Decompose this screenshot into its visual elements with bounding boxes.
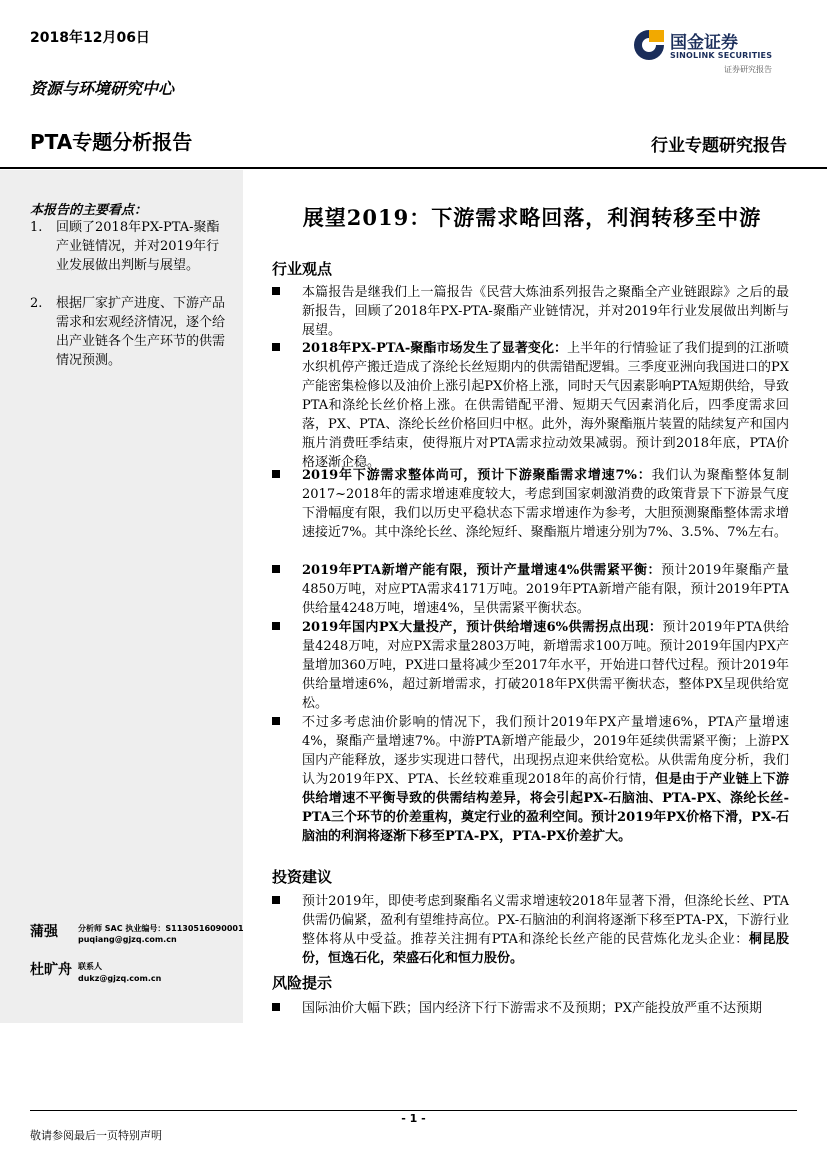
logo-subtitle: 证券研究报告	[724, 65, 772, 74]
bullet-text: 预计2019年，即使考虑到聚酯名义需求增速较2018年显著下滑，但涤纶长丝、PTA供需仍偏紧，盈利有望维持高位。PX-石脑油的利润将逐渐下移至PTA-PX，下游行业整体将从中受益。推荐关注拥有PTA和涤纶长丝产能的民营炼化龙头企业：	[302, 894, 789, 947]
bullet-text: 预计2019年聚酯产量4850万吨，对应PTA需求4171万吨。2019年PTA新增产能有限，预计2019年PTA供给量4248万吨，增速4%，呈供需紧平衡状态。	[302, 563, 789, 616]
logo-name: 国金证券	[670, 33, 738, 53]
bullet-text: 国际油价大幅下跌；国内经济下行下游需求不及预期；PX产能投放严重不达预期	[302, 1001, 763, 1016]
header-rule	[0, 167, 827, 169]
sidebar-point	[30, 218, 230, 275]
sinolink-logo-icon	[632, 28, 666, 62]
bullet-square-icon	[272, 622, 280, 630]
sidebar-point-text: 根据厂家扩产进度、下游产品需求和宏观经济情况，逐个给出产业链各个生产环节的供需情况预测。	[56, 296, 226, 368]
sidebar-point	[30, 294, 230, 370]
bullet-text: 不过多考虑油价影响的情况下，我们预计2019年PX产量增速6%，PTA产量增速4%，聚酯产量增速7%。中游PTA新增产能最少，2019年延续供需紧平衡；上游PX国内产能释放，逐步实现进口替代，出现拐点迎来供给宽松。从供需角度分析，我们认为2019年PX、PTA、长丝较难重现2018年的高价行情，	[302, 715, 789, 787]
bullet-square-icon	[272, 343, 280, 351]
logo-english: SINOLINK SECURITIES	[670, 51, 773, 60]
bullet-text: 预计2019年PTA供给量4248万吨，对应PX需求量2803万吨，新增需求100万吨。预计2019年国内PX产量增加360万吨，PX进口量将减少至2017年水平，开始进口替代过程。预计2019年供给量增速6%，超过新增需求，打破2018年PX供需平衡状态，整体PX呈现供给宽松。	[302, 620, 789, 711]
section-heading-investment: 投资建议	[272, 868, 333, 886]
analyst-info: 分析师 SAC 执业编号：S1130516090001	[78, 924, 244, 933]
analyst-name: 蒲强	[30, 924, 58, 940]
research-center: 资源与环境研究中心	[30, 79, 175, 98]
contact-email[interactable]: dukz@gjzq.com.cn	[78, 974, 162, 983]
analyst-email[interactable]: puqiang@gjzq.com.cn	[78, 935, 177, 944]
bullet-paragraph	[272, 466, 789, 542]
report-type: 行业专题研究报告	[651, 136, 787, 156]
bullet-bold-tail: 但是由于产业链上下游供给增速不平衡导致的供需结构差异，将会引起PX-石脑油、PTA-PX、涤纶长丝-PTA三个环节的价差重构，奠定行业的盈利空间。预计2019年PX价格下滑，PX-石脑油的利润将逐渐下移至PTA-PX，PTA-PX价差扩大。	[302, 772, 789, 844]
bullet-square-icon	[272, 470, 280, 478]
bullet-text: 我们认为聚酯整体复制2017~2018年的需求增速难度较大，考虑到国家刺激消费的政策背景下下游景气度下滑幅度有限，我们以历史平稳状态下需求增速作为参考，大胆预测聚酯整体需求增速接近7%。其中涤纶长丝、涤纶短纤、聚酯瓶片增速分别为7%、3.5%、7%左右。	[302, 468, 789, 540]
footer-disclaimer: 敬请参阅最后一页特别声明	[30, 1129, 162, 1142]
sidebar-point-number: 1.	[30, 220, 43, 235]
bullet-paragraph	[272, 713, 789, 846]
bullet-square-icon	[272, 896, 280, 904]
bullet-paragraph	[272, 892, 789, 968]
bullet-lead: 2019年PTA新增产能有限，预计产量增速4%供需紧平衡：	[302, 563, 662, 578]
sidebar-heading: 本报告的主要看点：	[30, 203, 148, 218]
bullet-paragraph	[272, 561, 789, 618]
report-title: PTA专题分析报告	[30, 130, 193, 154]
contact-name: 杜旷舟	[30, 962, 72, 978]
bullet-square-icon	[272, 287, 280, 295]
main-title: 展望2019：下游需求略回落，利润转移至中游	[302, 205, 762, 230]
bullet-square-icon	[272, 565, 280, 573]
bullet-lead: 2018年PX-PTA-聚酯市场发生了显著变化：	[302, 341, 568, 356]
bullet-paragraph	[272, 339, 789, 472]
bullet-paragraph	[272, 283, 789, 340]
bullet-lead: 2019年国内PX大量投产，预计供给增速6%供需拐点出现：	[302, 620, 663, 635]
bullet-square-icon	[272, 1003, 280, 1011]
page-number: - 1 -	[401, 1112, 426, 1125]
footer-rule	[30, 1110, 797, 1111]
bullet-paragraph	[272, 999, 789, 1018]
bullet-square-icon	[272, 717, 280, 725]
bullet-lead: 2019年下游需求整体尚可，预计下游聚酯需求增速7%：	[302, 468, 652, 483]
sidebar-point-text: 回顾了2018年PX-PTA-聚酯产业链情况，并对2019年行业发展做出判断与展望。	[56, 220, 220, 273]
bullet-text: 上半年的行情验证了我们提到的江浙喷水织机停产搬迁造成了涤纶长丝短期内的供需错配逻辑。三季度亚洲向我国进口的PX产能密集检修以及油价上涨引起PX价格上涨，同时天气因素影响PTA短期供给，导致PTA和涤纶长丝价格上涨。在供需错配平滑、短期天气因素消化后，四季度需求回落，PX、PTA、涤纶长丝价格回归中枢。此外，海外聚酯瓶片装置的陆续复产和国内瓶片消费旺季结束，使得瓶片对PTA需求拉动效果减弱。预计到2018年底，PTA价格逐渐企稳。	[302, 341, 789, 470]
section-heading-risk: 风险提示	[272, 974, 333, 992]
contact-info: 联系人	[78, 962, 102, 971]
sidebar-point-number: 2.	[30, 296, 43, 311]
bullet-bold-tail: 桐昆股份，恒逸石化，荣盛石化和恒力股份。	[302, 932, 789, 966]
report-date: 2018年12月06日	[30, 30, 150, 46]
section-heading-outlook: 行业观点	[272, 260, 333, 278]
bullet-paragraph	[272, 618, 789, 713]
bullet-text: 本篇报告是继我们上一篇报告《民营大炼油系列报告之聚酯全产业链跟踪》之后的最新报告，回顾了2018年PX-PTA-聚酯产业链情况，并对2019年行业发展做出判断与展望。	[302, 285, 789, 338]
